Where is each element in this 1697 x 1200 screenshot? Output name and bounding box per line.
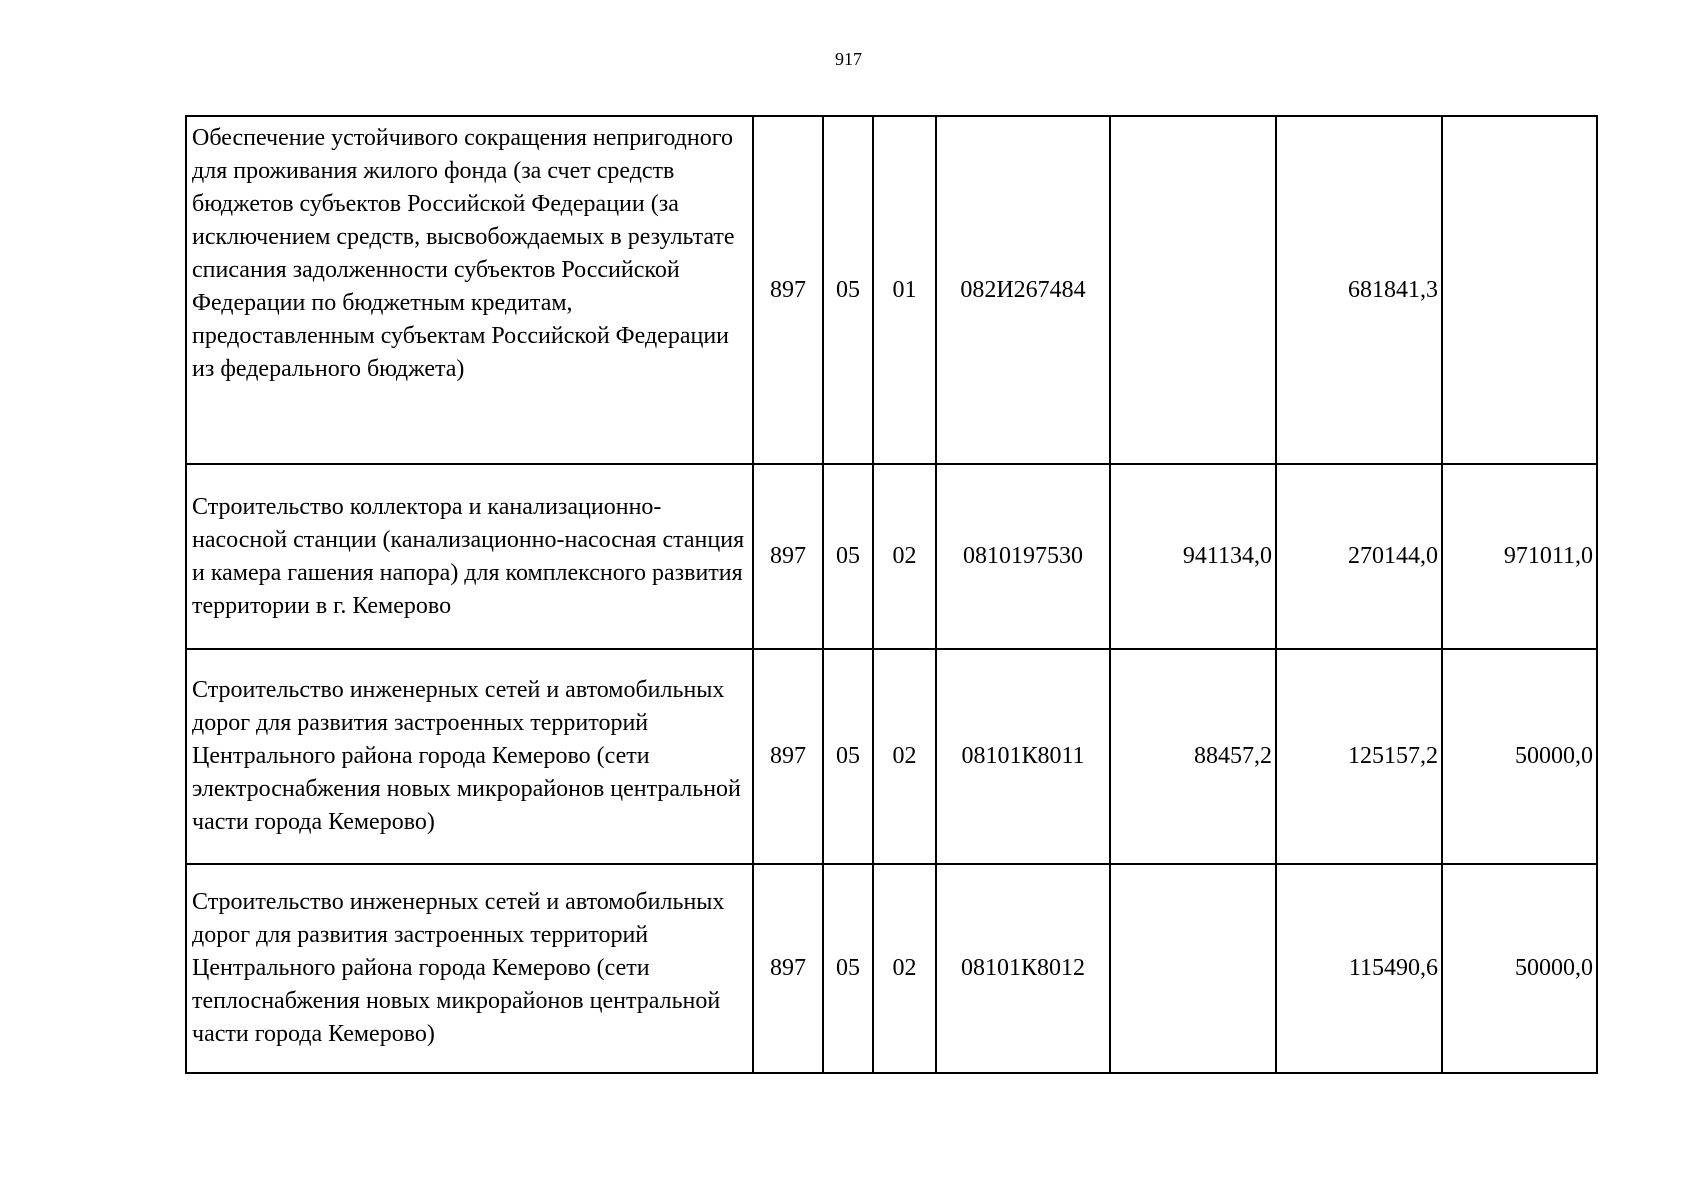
row-description: Обеспечение устойчивого сокращения непригодного для проживания жилого фонда (за счет средств бюджетов субъектов Российской Федерации (за исключением средств, высвобождаемых в результате списания задолженности субъектов Российской Федерации по бюджетным кредитам, предоставленным субъектам Российской Федерации из федерального бюджета) <box>186 116 753 464</box>
amount-2-cell: 115490,6 <box>1276 864 1442 1073</box>
amount-3-cell: 50000,0 <box>1442 649 1597 864</box>
amount-2-cell: 270144,0 <box>1276 464 1442 649</box>
amount-3-cell: 971011,0 <box>1442 464 1597 649</box>
amount-1-cell <box>1110 864 1276 1073</box>
amount-2-cell: 125157,2 <box>1276 649 1442 864</box>
section-code: 05 <box>823 864 873 1073</box>
amount-1-cell: 941134,0 <box>1110 464 1276 649</box>
page-number: 917 <box>835 49 862 69</box>
section-code: 05 <box>823 116 873 464</box>
amount-3-cell <box>1442 116 1597 464</box>
section-code: 05 <box>823 464 873 649</box>
amount-2-cell: 681841,3 <box>1276 116 1442 464</box>
ministry-code: 897 <box>753 464 823 649</box>
amount-1-cell: 88457,2 <box>1110 649 1276 864</box>
section-code: 05 <box>823 649 873 864</box>
target-article-code: 082И267484 <box>936 116 1110 464</box>
table-row <box>186 116 1597 464</box>
target-article-code: 0810197530 <box>936 464 1110 649</box>
target-article-code: 08101К8012 <box>936 864 1110 1073</box>
row-description: Строительство коллектора и канализационно-насосной станции (канализационно-насосная станция и камера гашения напора) для комплексного развития территории в г. Кемерово <box>186 464 753 649</box>
table-row <box>186 464 1597 649</box>
table-row <box>186 864 1597 1073</box>
target-article-code: 08101К8011 <box>936 649 1110 864</box>
ministry-code: 897 <box>753 116 823 464</box>
ministry-code: 897 <box>753 649 823 864</box>
ministry-code: 897 <box>753 864 823 1073</box>
subsection-code: 02 <box>873 649 936 864</box>
subsection-code: 02 <box>873 464 936 649</box>
amount-1-cell <box>1110 116 1276 464</box>
budget-table <box>185 115 1598 1074</box>
table-row <box>186 649 1597 864</box>
row-description: Строительство инженерных сетей и автомобильных дорог для развития застроенных территорий Центрального района города Кемерово (сети электроснабжения новых микрорайонов центральной части города Кемерово) <box>186 649 753 864</box>
row-description: Строительство инженерных сетей и автомобильных дорог для развития застроенных территорий Центрального района города Кемерово (сети теплоснабжения новых микрорайонов центральной части города Кемерово) <box>186 864 753 1073</box>
subsection-code: 01 <box>873 116 936 464</box>
amount-3-cell: 50000,0 <box>1442 864 1597 1073</box>
subsection-code: 02 <box>873 864 936 1073</box>
